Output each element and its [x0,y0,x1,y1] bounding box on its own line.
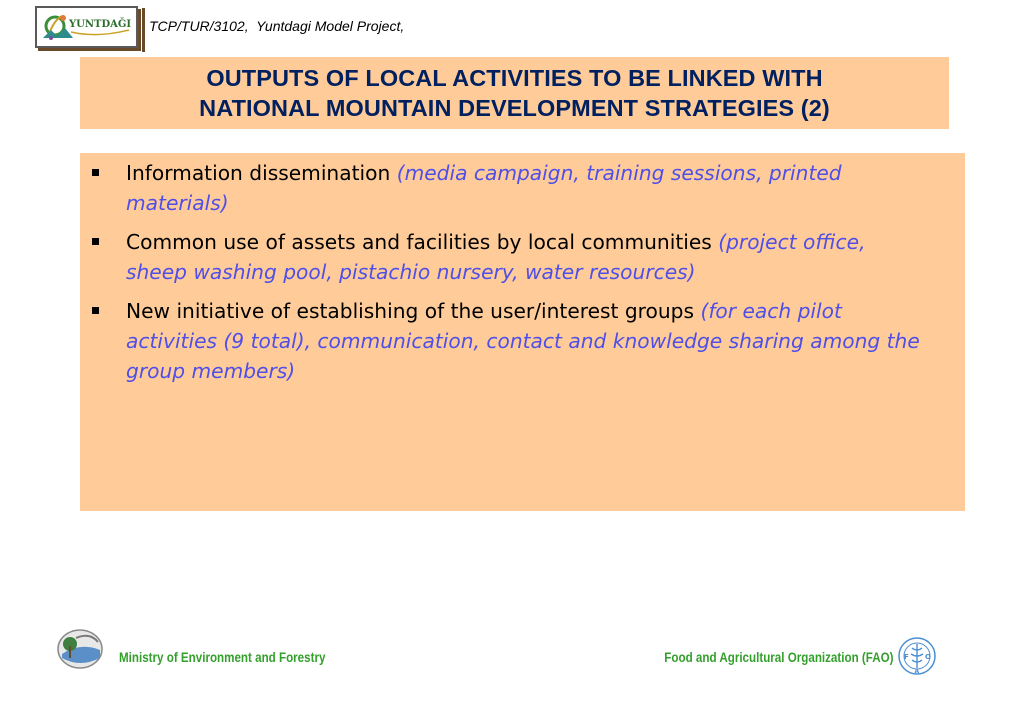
bullet-detail-text: (project office, sheep washing pool, pistachio nursery, water resources) [126,230,866,284]
square-bullet-icon [92,238,99,245]
bullet-main-text: Information dissemination [126,161,397,185]
title-line-1: OUTPUTS OF LOCAL ACTIVITIES TO BE LINKED WITH [206,65,823,91]
svg-text:A: A [914,668,920,675]
ministry-footer-text: Ministry of Environment and Forestry [119,650,326,665]
bullet-detail-text: (media campaign, training sessions, printed materials) [126,161,842,215]
fao-logo-icon [898,637,936,675]
bullet-main-text: Common use of assets and facilities by local communities [126,230,719,254]
svg-text:O: O [925,653,931,661]
bullet-list [126,158,925,386]
ministry-logo-icon [56,628,104,670]
square-bullet-icon [92,169,99,176]
svg-text:F: F [904,653,909,661]
content-panel [80,153,965,511]
bullet-item-common-use [126,227,925,287]
square-bullet-icon [92,307,99,314]
header-divider [142,8,145,52]
slide-title [80,57,949,129]
bullet-item-information-dissemination [126,158,925,218]
logo-text: YUNTDAĞI [69,19,132,30]
project-header: TCP/TUR/3102, Yuntdagi Model Project, [149,18,405,34]
title-line-2: NATIONAL MOUNTAIN DEVELOPMENT STRATEGIES (2) [199,95,830,121]
fao-footer-text: Food and Agricultural Organization (FAO) [663,650,893,665]
bullet-detail-text: (for each pilot activities (9 total), communication, contact and knowledge sharing among the group members) [126,299,920,383]
bullet-item-new-initiative [126,296,925,386]
bullet-main-text: New initiative of establishing of the user/interest groups [126,299,701,323]
yuntdagi-logo [35,6,138,48]
